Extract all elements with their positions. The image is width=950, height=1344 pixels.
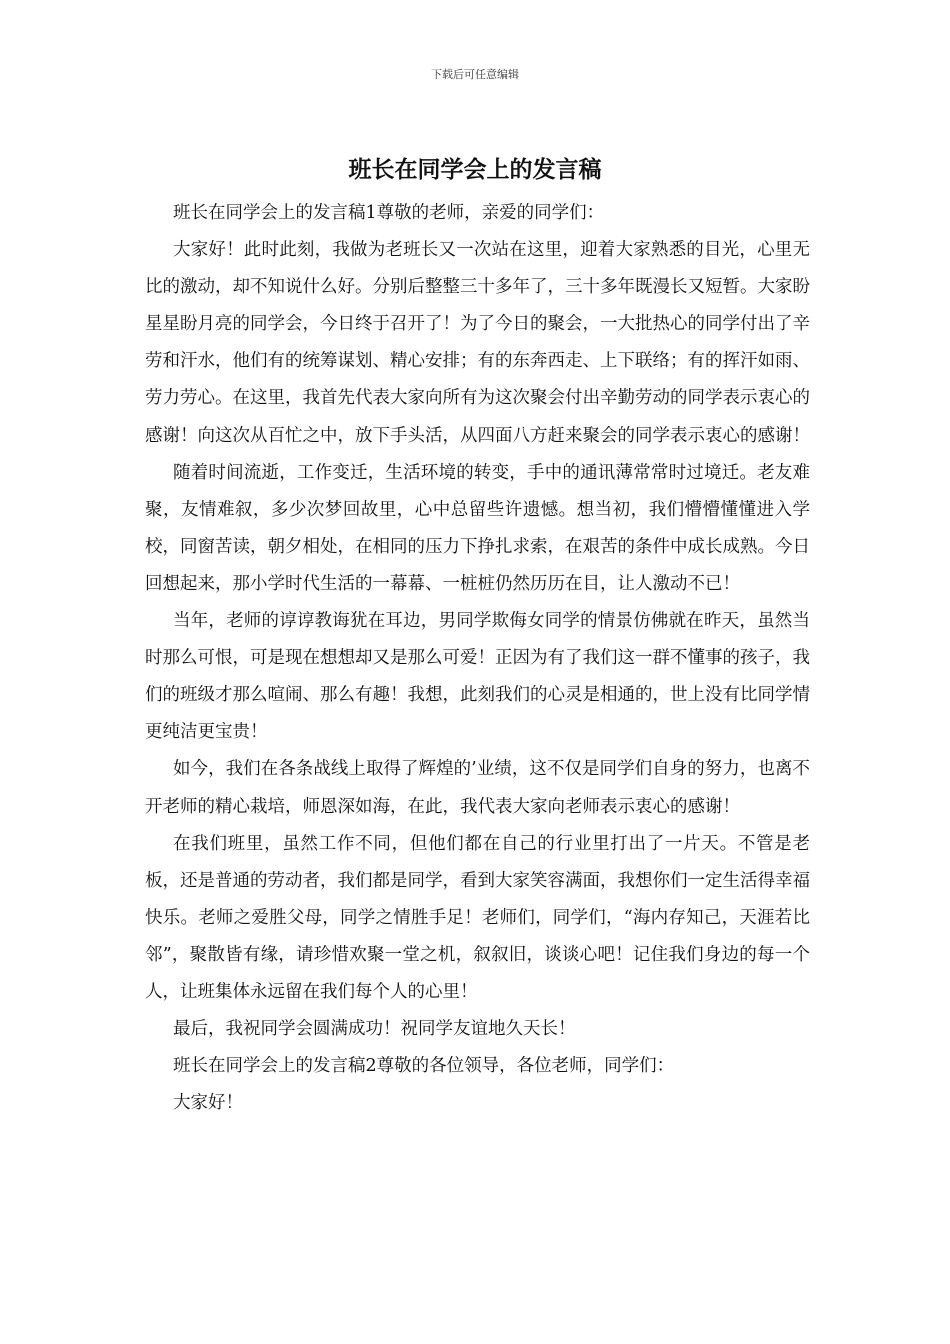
document-body	[145, 195, 810, 1122]
paragraph: 最后，我祝同学会圆满成功！祝同学友谊地久天长！	[173, 1019, 576, 1040]
paragraph: 大家好！	[173, 1093, 243, 1114]
paragraph: 当年，老师的谆谆教诲犹在耳边，男同学欺侮女同学的情景仿佛就在昨天，虽然当时那么可恨，可是现在想想却又是那么可爱！正因为有了我们这一群不懂事的孩子，我们的班级才那么喧闹、那么有趣！我想，此刻我们的心灵是相通的，世上没有比同学情更纯洁更宝贵！	[145, 611, 810, 743]
paragraph: 在我们班里，虽然工作不同，但他们都在自己的行业里打出了一片天。不管是老板，还是普通的劳动者，我们都是同学，看到大家笑容满面，我想你们一定生活得幸福快乐。老师之爱胜父母，同学之情胜手足！老师们，同学们，“海内存知己，天涯若比邻”，聚散皆有缘，请珍惜欢聚一堂之机，叙叙旧，谈谈心吧！记住我们身边的每一个人，让班集体永远留在我们每个人的心里！	[145, 833, 810, 1002]
paragraph: 如今，我们在各条战线上取得了辉煌的’业绩，这不仅是同学们自身的努力，也离不开老师的精心栽培，师恩深如海，在此，我代表大家向老师表示衷心的感谢！	[145, 759, 810, 817]
paragraph: 大家好！此时此刻，我做为老班长又一次站在这里，迎着大家熟悉的目光，心里无比的激动，却不知说什么好。分别后整整三十多年了，三十多年既漫长又短暂。大家盼星星盼月亮的同学会，今日终于召开了！为了今日的聚会，一大批热心的同学付出了辛劳和汗水，他们有的统筹谋划、精心安排；有的东奔西走、上下联络；有的挥汗如雨、劳力劳心。在这里，我首先代表大家向所有为这次聚会付出辛勤劳动的同学表示衷心的感谢！向这次从百忙之中，放下手头活，从四面八方赶来聚会的同学表示衷心的感谢！	[145, 240, 810, 446]
paragraph: 随着时间流逝，工作变迁，生活环境的转变，手中的通讯薄常常时过境迁。老友难聚，友情难叙，多少次梦回故里，心中总留些许遗憾。想当初，我们懵懵懂懂进入学校，同窗苦读，朝夕相处，在相同的压力下挣扎求索，在艰苦的条件中成长成熟。今日回想起来，那小学时代生活的一幕幕、一桩桩仍然历历在目，让人激动不已！	[145, 462, 810, 594]
paragraph: 班长在同学会上的发言稿2尊敬的各位领导，各位老师，同学们：	[173, 1056, 675, 1077]
paragraph: 班长在同学会上的发言稿1尊敬的老师，亲爱的同学们：	[173, 203, 605, 223]
header-note: 下载后可任意编辑	[431, 68, 519, 81]
document-title: 班长在同学会上的发言稿	[348, 157, 602, 183]
